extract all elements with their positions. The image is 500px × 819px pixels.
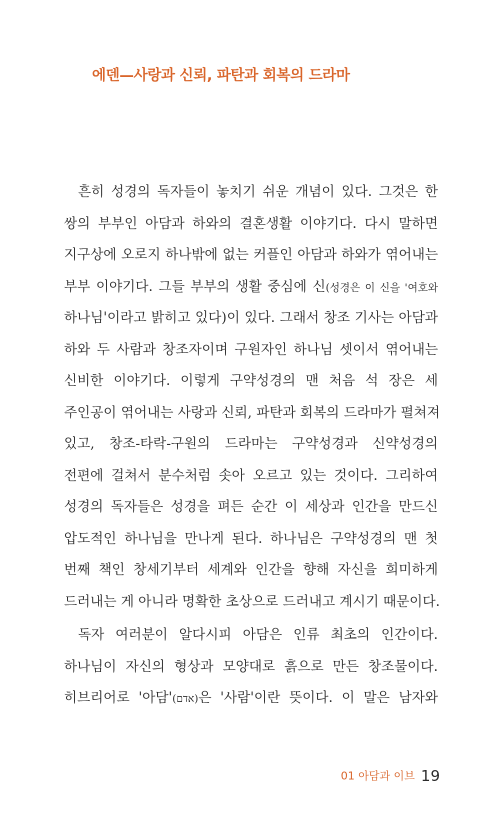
paragraph-1 (64, 177, 438, 618)
text-line-part: 하나님'이라고 밝히고 있다)이 있다. 그래서 창조 기사는 아담과 (64, 310, 438, 326)
footnote-aside: (성경은 이 신을 '여호와 (325, 281, 438, 294)
text-line: 있고, 창조-타락-구원의 드라마는 구약성경과 신약성경의 (64, 436, 438, 452)
text-line: 독자 여러분이 알다시피 아담은 인류 최초의 인간이다. (78, 627, 438, 643)
page-footer (341, 765, 440, 785)
text-line: 하와 두 사람과 창조자이며 구원자인 하나님 셋이서 엮어내는 (64, 341, 438, 358)
hebrew-word: (אדם) (172, 693, 199, 705)
text-line: 신비한 이야기다. 이렇게 구약성경의 맨 처음 석 장은 세 (64, 373, 438, 389)
text-line-part: 히브리어로 '아담' (64, 690, 173, 706)
text-line: 전편에 걸쳐서 분수처럼 솟아 오르고 있는 것이다. 그리하여 (64, 467, 438, 484)
text-line: 성경의 독자들은 성경을 펴든 순간 이 세상과 인간을 만드신 (64, 499, 438, 515)
text-line (64, 303, 438, 335)
paragraph-2 (64, 620, 438, 715)
page-number: 19 (420, 766, 440, 785)
text-line: 흔히 성경의 독자들이 놓치기 쉬운 개념이 있다. 그것은 한 (78, 184, 438, 200)
text-line-part: 은 '사람'이란 뜻이다. 이 말은 남자와 (198, 690, 438, 706)
text-line (64, 683, 438, 715)
text-line: 번째 책인 창세기부터 세계와 인간을 향해 자신을 희미하게 (64, 562, 438, 578)
text-line: 쌍의 부부인 아담과 하와의 결혼생활 이야기다. 다시 말하면 (64, 215, 438, 232)
text-line: 지구상에 오로지 하나밖에 없는 커플인 아담과 하와가 엮어내는 (64, 247, 438, 263)
text-line: 드러내는 게 아니라 명확한 초상으로 드러내고 계시기 때문이다. (64, 593, 440, 610)
running-chapter-title: 01 아담과 이브 (340, 769, 415, 783)
text-line: 하나님이 자신의 형상과 모양대로 흙으로 만든 창조물이다. (64, 658, 438, 675)
text-line: 주인공이 엮어내는 사랑과 신뢰, 파탄과 회복의 드라마가 펼쳐져 (64, 404, 440, 421)
text-line (64, 272, 438, 304)
chapter-heading: 에덴—사랑과 신뢰, 파탄과 회복의 드라마 (92, 68, 350, 84)
text-line-part: 부부 이야기다. 그들 부부의 생활 중심에 신 (64, 278, 326, 295)
text-line: 압도적인 하나님을 만나게 된다. 하나님은 구약성경의 맨 첫 (64, 530, 438, 547)
